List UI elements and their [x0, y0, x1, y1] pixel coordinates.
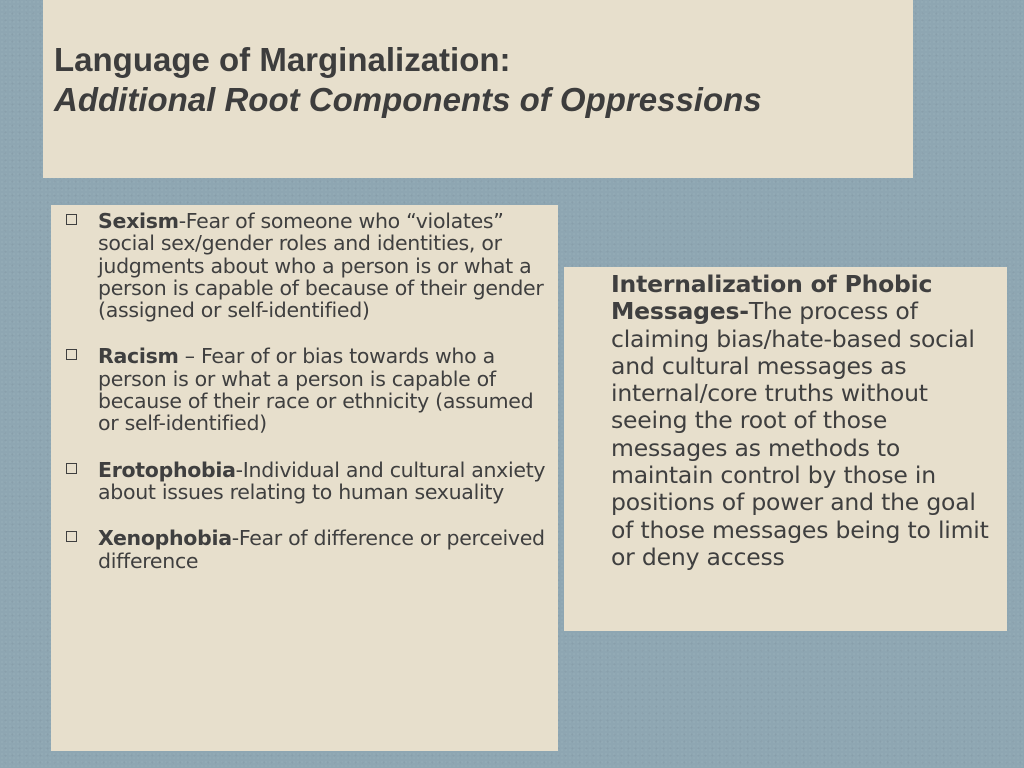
title-panel [43, 0, 913, 178]
slide-title: Language of Marginalization: [54, 41, 511, 78]
term-definition: -Fear of someone who “violates” social sex/gender roles and identities, or judgments about who a person is or what a person is capable of because of their gender (assigned or self-identified) [98, 209, 544, 323]
internalization-term: Internalization of Phobic Messages- [611, 270, 933, 326]
checkbox-bullet-icon [66, 531, 77, 542]
list-item-erotophobia [65, 459, 548, 504]
internalization-definition-box [564, 267, 1007, 631]
checkbox-bullet-icon [66, 463, 77, 474]
term-label: Erotophobia [98, 457, 236, 482]
checkbox-bullet-icon [66, 214, 77, 225]
term-label: Xenophobia [98, 526, 232, 551]
term-definition: – Fear of or bias towards who a person is or what a person is capable of because of their race or ethnicity (assumed or self-identified) [98, 344, 534, 436]
checkbox-bullet-icon [66, 349, 77, 360]
list-item-sexism [65, 210, 548, 321]
list-item-xenophobia [65, 527, 548, 572]
term-label: Racism [98, 344, 179, 369]
term-label: Sexism [98, 209, 179, 233]
internalization-definition: The process of claiming bias/hate-based social and cultural messages as internal/core truths without seeing the root of those messages as methods to maintain control by those in positions of power and the goal of those messages being to limit or deny access [611, 297, 989, 571]
terms-list-panel [51, 205, 558, 751]
term-definition: -Fear of difference or perceived difference [98, 526, 545, 573]
list-item-racism [65, 345, 548, 434]
slide-subtitle: Additional Root Components of Oppressions [54, 81, 762, 118]
term-definition: -Individual and cultural anxiety about issues relating to human sexuality [98, 457, 546, 504]
